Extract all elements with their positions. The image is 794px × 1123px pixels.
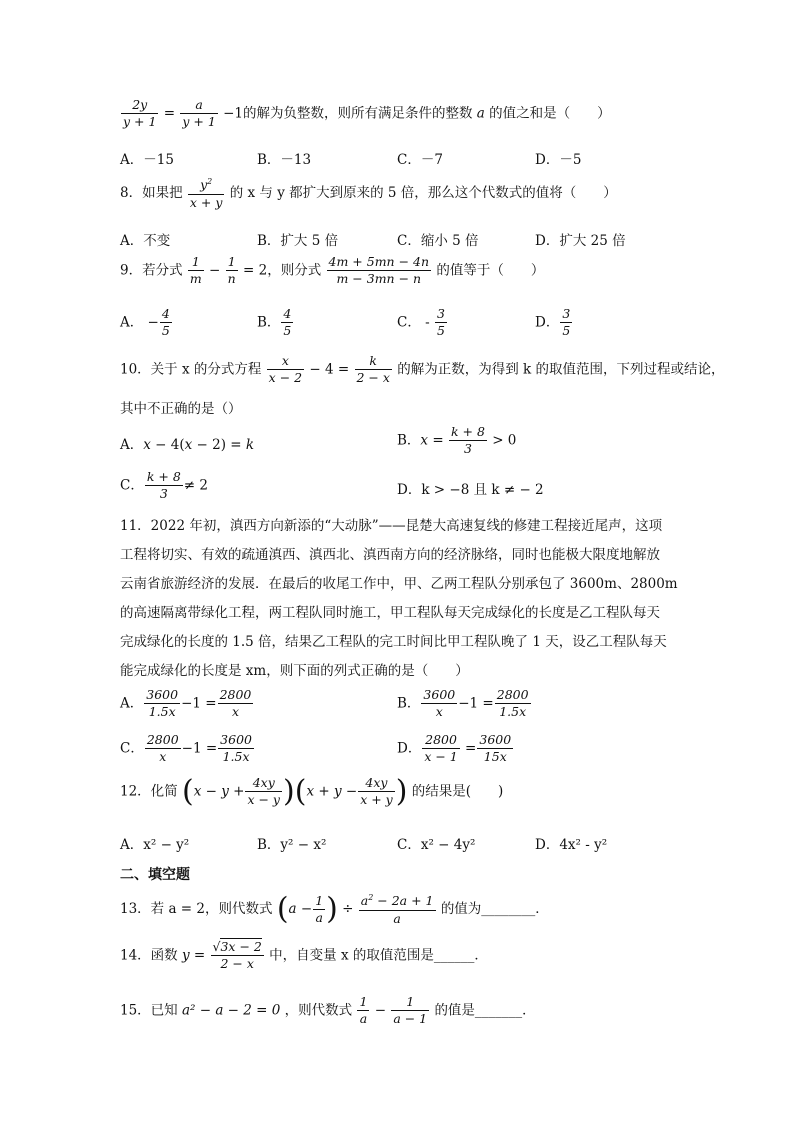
q7-tail: 的值之和是（ ） — [489, 105, 611, 122]
q8-option-d: D．扩大 25 倍 — [535, 233, 626, 249]
q10-option-b: B．x = $\frac{k + 8}{3}$ > 0 — [397, 424, 517, 457]
q12-option-b: B．y² − x² — [257, 837, 327, 853]
q11-option-b: B． $\frac{3600}{x}$ −1 = $\frac{2800}{1.5x}$ — [397, 687, 529, 720]
fraction: $\frac{y^2}{x + y}$ — [189, 177, 223, 210]
fraction: $\frac{1}{a}$ — [359, 994, 368, 1027]
fraction: $\frac{x}{x - 2}$ — [268, 353, 303, 386]
q13-text: 13．若 a = 2，则代数式 (a − $\frac{1}{a}$ ) ÷ $\frac{a^2 - 2a + 1}{a}$ 的值为________． — [120, 891, 549, 927]
q10-line2: 其中不正确的是（） — [120, 401, 242, 417]
q10-option-c: C． $\frac{k + 8}{3}$ ≠ 2 — [120, 469, 208, 502]
q7-rest: 的解为负整数，则所有满足条件的整数 — [242, 105, 473, 122]
fraction: $\frac{k}{2 - x}$ — [356, 353, 390, 386]
fraction: $\frac{1}{m}$ — [189, 254, 202, 287]
q11-option-a: A． $\frac{3600}{1.5x}$ −1 = $\frac{2800}{x}$ — [120, 687, 252, 720]
fraction: $\frac{4m + 5mn - 4n}{m - 3mn - n}$ — [328, 254, 430, 287]
fraction: $\frac{1}{a - 1}$ — [393, 994, 428, 1027]
q10-text: 10．关于 x 的分式方程 $\frac{x}{x - 2}$ − 4 = $\frac{k}{2 - x}$ 的解为正数，为得到 k 的取值范围，下列过程或结论， — [120, 353, 725, 386]
fraction: $\frac{√3x - 2}{2 - x}$ — [212, 939, 262, 972]
q9-option-c: C． - $\frac{3}{5}$ — [397, 306, 445, 339]
q10-option-d: D．k > −8 且 k ≠ − 2 — [397, 482, 544, 498]
fraction: $\frac{2y}{y + 1}$ — [123, 97, 157, 130]
q12-option-d: D．4x² - y² — [535, 837, 608, 853]
q7-option-d: D．－5 — [535, 152, 582, 168]
q8-option-a: A．不变 — [120, 233, 171, 249]
fraction: $\frac{1}{n}$ — [227, 254, 236, 287]
q7-option-a: A．－15 — [120, 152, 174, 168]
q12-option-a: A．x² − y² — [120, 837, 190, 853]
q9-option-b: B． $\frac{4}{5}$ — [257, 306, 292, 339]
fraction: $\frac{a^2 - 2a + 1}{a}$ — [360, 893, 434, 926]
q11-option-c: C． $\frac{2800}{x}$ −1 = $\frac{3600}{1.5x}$ — [120, 732, 252, 765]
q7-text: $\frac{2y}{y + 1}$ = $\frac{a}{y + 1}$ −1的解为负整数，则所有满足条件的整数 a 的值之和是（ ） — [123, 97, 611, 130]
q9-text: 9．若分式 $\frac{1}{m}$ − $\frac{1}{n}$ = 2，则分式 $\frac{4m + 5mn - 4n}{m - 3mn - n}$ 的值等于（ ） — [120, 254, 545, 287]
q11-text: 11．2022 年初，滇西方向新添的“大动脉”——昆楚大高速复线的修建工程接近尾声，这项 工程将切实、有效的疏通滇西、滇西北、滇西南方向的经济脉络，同时也能极大限度地解放 云南省旅游经济的发展．在最后的收尾工作中，甲、乙两工程队分别承包了 3600m、2800m 的高速隔离带绿化工程，两工程队同时施工，甲工程队每天完成绿化的长度是乙工程队每天 完成绿化的长度的 1.5 倍，结果乙工程队的完工时间比甲工程队晚了 1 天，设乙工程队每天 能完成绿化的长度是 xm，则下面的列式正确的是（ ） — [120, 518, 678, 679]
q15-text: 15．已知 a² − a − 2 = 0 ，则代数式 $\frac{1}{a}$ − $\frac{1}{a - 1}$ 的值是_______． — [120, 994, 536, 1027]
q12-option-c: C．x² − 4y² — [397, 837, 476, 853]
section-heading: 二、填空题 — [120, 867, 190, 883]
q9-option-a: A． − $\frac{4}{5}$ — [120, 306, 170, 339]
q9-option-d: D． $\frac{3}{5}$ — [535, 306, 571, 339]
q8-option-c: C．缩小 5 倍 — [397, 233, 479, 249]
q10-option-a: A．x − 4(x − 2) = k — [120, 437, 255, 453]
q8-option-b: B．扩大 5 倍 — [257, 233, 339, 249]
q14-text: 14．函数 y = $\frac{√3x - 2}{2 - x}$ 中，自变量 x 的取值范围是______． — [120, 939, 488, 972]
q12-text: 12．化简 (x − y + $\frac{4xy}{x - y}$ )(x + y − $\frac{4xy}{x + y}$ ) 的结果是( ) — [120, 773, 504, 809]
fraction: $\frac{a}{y + 1}$ — [182, 97, 216, 130]
q7-option-b: B．－13 — [257, 152, 312, 168]
q11-option-d: D． $\frac{2800}{x - 1}$ = $\frac{3600}{15x}$ — [397, 732, 512, 765]
q8-text: 8．如果把 $\frac{y^2}{x + y}$ 的 x 与 y 都扩大到原来的 5 倍，那么这个代数式的值将（ ） — [120, 177, 617, 210]
q7-option-c: C．－7 — [397, 152, 443, 168]
